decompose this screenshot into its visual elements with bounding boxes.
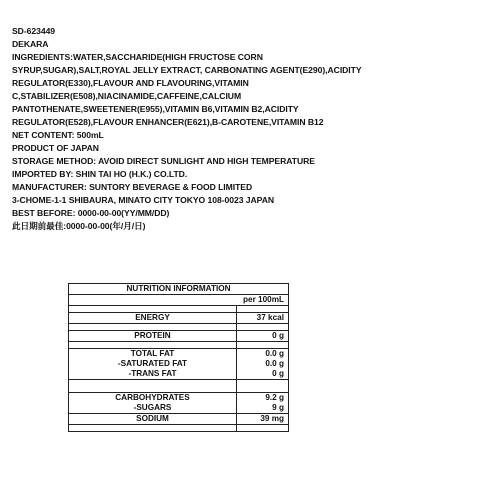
fat-labels bbox=[69, 349, 237, 380]
energy-value: 37 kcal bbox=[237, 313, 289, 324]
ingredients-line-1: INGREDIENTS:WATER,SACCHARIDE(HIGH FRUCTOSE CORN bbox=[12, 52, 263, 62]
ingredients-line-3: REGULATOR(E330),FLAVOUR AND FLAVOURING,VITAMIN bbox=[12, 78, 249, 88]
net-content: NET CONTENT: 500mL bbox=[12, 130, 104, 140]
manufacturer: MANUFACTURER: SUNTORY BEVERAGE & FOOD LIMITED bbox=[12, 182, 253, 192]
sodium-value: 39 mg bbox=[237, 414, 289, 425]
carbohydrate-values bbox=[237, 393, 289, 414]
protein-value: 0 g bbox=[237, 331, 289, 342]
saturated-fat-value: 0.0 g bbox=[265, 359, 284, 368]
sugars-label: -SUGARS bbox=[133, 403, 172, 412]
protein-label: PROTEIN bbox=[69, 331, 237, 342]
per-serving-unit: per 100mL bbox=[69, 295, 289, 306]
product-name: DEKARA bbox=[12, 39, 49, 49]
trans-fat-label: -TRANS FAT bbox=[128, 369, 177, 378]
sodium-label: SODIUM bbox=[69, 414, 237, 425]
ingredients-line-2: SYRUP,SUGAR),SALT,ROYAL JELLY EXTRACT, CARBONATING AGENT(E290),ACIDITY bbox=[12, 65, 362, 75]
trans-fat-value: 0 g bbox=[272, 369, 284, 378]
nutrition-title: NUTRITION INFORMATION bbox=[69, 284, 289, 295]
carbohydrates-label: CARBOHYDRATES bbox=[115, 393, 190, 402]
importer: IMPORTED BY: SHIN TAI HO (H.K.) CO.LTD. bbox=[12, 169, 188, 179]
country-of-origin: PRODUCT OF JAPAN bbox=[12, 143, 99, 153]
total-fat-label: TOTAL FAT bbox=[130, 349, 175, 358]
ingredients-line-4: C,STABILIZER(E508),NIACINAMIDE,CAFFEINE,CALCIUM bbox=[12, 91, 242, 101]
best-before: BEST BEFORE: 0000-00-00(YY/MM/DD) bbox=[12, 208, 170, 218]
fat-values bbox=[237, 349, 289, 380]
energy-label: ENERGY bbox=[69, 313, 237, 324]
product-label-text bbox=[12, 25, 474, 233]
carbohydrates-value: 9.2 g bbox=[265, 393, 284, 402]
ingredients-line-6: REGULATOR(E528),FLAVOUR ENHANCER(E621),B-CAROTENE,VITAMIN B12 bbox=[12, 117, 324, 127]
storage-method: STORAGE METHOD: AVOID DIRECT SUNLIGHT AND HIGH TEMPERATURE bbox=[12, 156, 315, 166]
ingredients-line-5: PANTOTHENATE,SWEETENER(E955),VITAMIN B6,VITAMIN B2,ACIDITY bbox=[12, 104, 299, 114]
carbohydrate-labels bbox=[69, 393, 237, 414]
manufacturer-address: 3-CHOME-1-1 SHIBAURA, MINATO CITY TOKYO 108-0023 JAPAN bbox=[12, 195, 275, 205]
product-code: SD-623449 bbox=[12, 26, 56, 36]
total-fat-value: 0.0 g bbox=[265, 349, 284, 358]
best-before-chinese: 此日期前最佳:0000-00-00(年/月/日) bbox=[12, 221, 146, 231]
nutrition-table bbox=[68, 283, 289, 432]
sugars-value: 9 g bbox=[272, 403, 284, 412]
saturated-fat-label: -SATURATED FAT bbox=[117, 359, 188, 368]
